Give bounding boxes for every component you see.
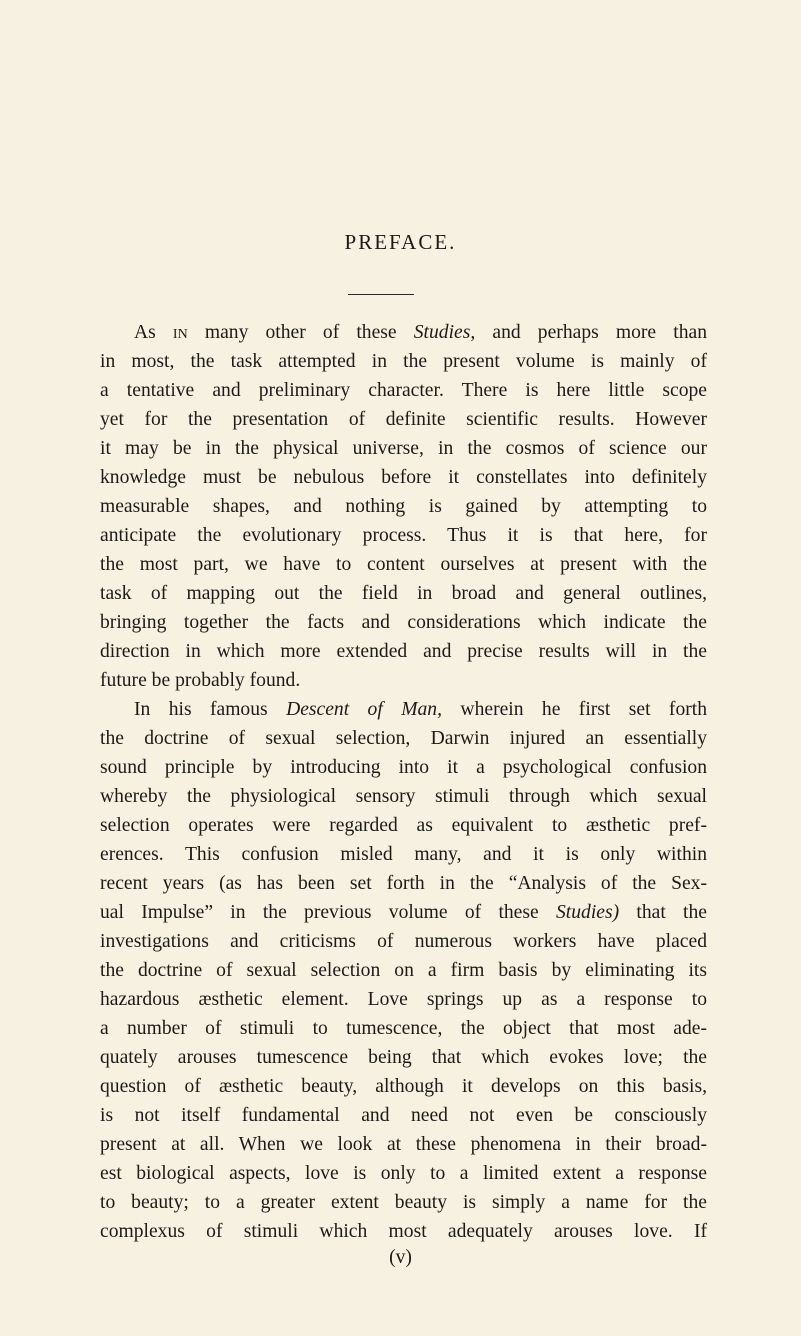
paragraph-1-line-6: knowledge must be nebulous before it constellates into definitely: [100, 467, 707, 488]
paragraph-2-line-13: quately arouses tumescence being that which evokes love; the: [100, 1047, 707, 1068]
paragraph-2-line-5: selection operates were regarded as equivalent to æsthetic pref-: [100, 815, 707, 836]
paragraph-2-line-14: question of æsthetic beauty, although it develops on this basis,: [100, 1076, 707, 1097]
page-title: PREFACE.: [344, 230, 457, 254]
paragraph-2-line-8: ual Impulse” in the previous volume of these Studies) that the: [100, 902, 707, 923]
paragraph-1-line-12: direction in which more extended and precise results will in the: [100, 641, 707, 662]
paragraph-1-line-11: bringing together the facts and considerations which indicate the: [100, 612, 707, 633]
paragraph-1-line-3: a tentative and preliminary character. There is here little scope: [100, 380, 707, 401]
paragraph-2-line-6: erences. This confusion misled many, and it is only within: [100, 844, 707, 865]
paragraph-1-line-1: As in many other of these Studies, and perhaps more than: [134, 322, 707, 343]
paragraph-2-line-19: complexus of stimuli which most adequately arouses love. If: [100, 1221, 707, 1242]
paragraph-1-line-7: measurable shapes, and nothing is gained by attempting to: [100, 496, 707, 517]
paragraph-2-line-10: the doctrine of sexual selection on a firm basis by eliminating its: [100, 960, 707, 981]
paragraph-1-line-2: in most, the task attempted in the present volume is mainly of: [100, 351, 707, 372]
paragraph-2-line-7: recent years (as has been set forth in the “Analysis of the Sex-: [100, 873, 707, 894]
paragraph-2-line-9: investigations and criticisms of numerous workers have placed: [100, 931, 707, 952]
paragraph-2-line-12: a number of stimuli to tumescence, the object that most ade-: [100, 1018, 707, 1039]
paragraph-1-line-4: yet for the presentation of definite scientific results. However: [100, 409, 707, 430]
paragraph-2-line-2: the doctrine of sexual selection, Darwin injured an essentially: [100, 728, 707, 749]
paragraph-2-line-15: is not itself fundamental and need not even be consciously: [100, 1105, 707, 1126]
paragraph-1-line-10: task of mapping out the field in broad and general outlines,: [100, 583, 707, 604]
page-folio: (v): [389, 1247, 412, 1268]
paragraph-2-line-18: to beauty; to a greater extent beauty is simply a name for the: [100, 1192, 707, 1213]
paragraph-2-line-11: hazardous æsthetic element. Love springs up as a response to: [100, 989, 707, 1010]
paragraph-2-line-17: est biological aspects, love is only to a limited extent a response: [100, 1163, 707, 1184]
paragraph-2-line-1: In his famous Descent of Man, wherein he first set forth: [134, 699, 708, 720]
paragraph-1-line-5: it may be in the physical universe, in the cosmos of science our: [100, 438, 707, 459]
paragraph-2-line-4: whereby the physiological sensory stimuli through which sexual: [100, 786, 707, 807]
paragraph-1-line-9: the most part, we have to content ourselves at present with the: [100, 554, 707, 575]
paragraph-2-line-16: present at all. When we look at these phenomena in their broad-: [100, 1134, 707, 1155]
title-rule: [348, 294, 414, 295]
paragraph-1-line-13: future be probably found.: [100, 670, 301, 691]
paragraph-1-line-8: anticipate the evolutionary process. Thus it is that here, for: [100, 525, 707, 546]
paragraph-2-line-3: sound principle by introducing into it a psychological confusion: [100, 757, 707, 778]
